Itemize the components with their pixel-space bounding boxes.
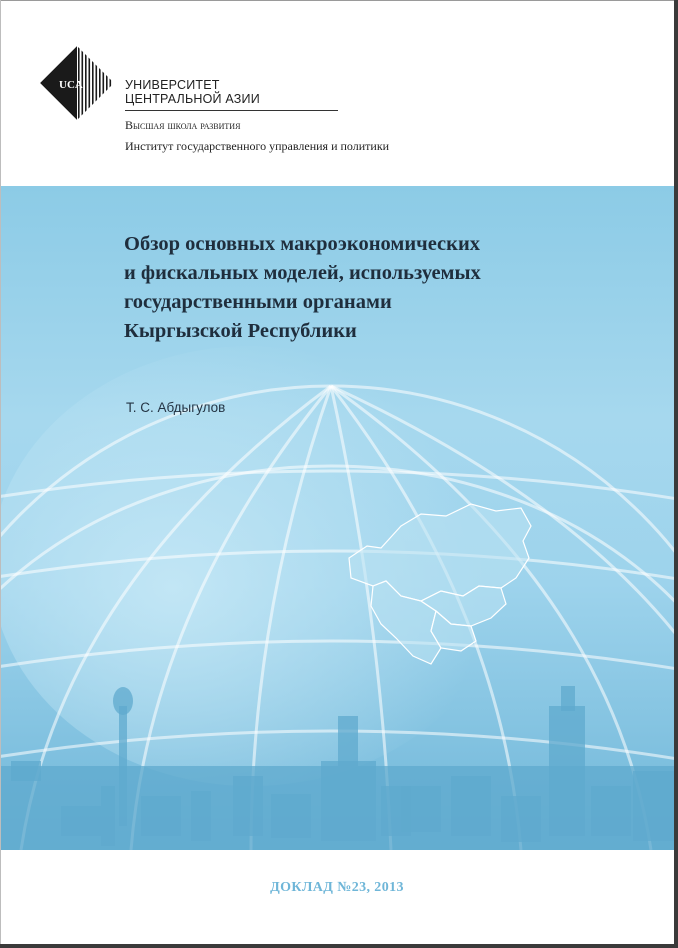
report-label: ДОКЛАД №23, 2013 — [270, 880, 404, 895]
document-title — [124, 230, 584, 346]
title-line-3: государственными органами — [124, 291, 392, 313]
title-line-1: Обзор основных макроэкономических — [124, 233, 481, 255]
author-name: Т. С. Абдыгулов — [126, 400, 226, 415]
school-name: Высшая школа развития — [125, 118, 241, 132]
uca-logo-icon — [38, 44, 116, 122]
university-name — [125, 78, 260, 106]
institute-name: Институт государственного управления и политики — [125, 139, 390, 153]
svg-text:UCA: UCA — [59, 79, 83, 91]
title-line-2: и фискальных моделей, используемых — [124, 262, 481, 284]
title-line-4: Кыргызской Республики — [124, 320, 357, 342]
header-divider — [125, 110, 338, 111]
university-name-line2: ЦЕНТРАЛЬНОЙ АЗИИ — [125, 92, 260, 106]
page-edge-top — [0, 0, 678, 1]
university-name-line1: УНИВЕРСИТЕТ — [125, 78, 220, 92]
